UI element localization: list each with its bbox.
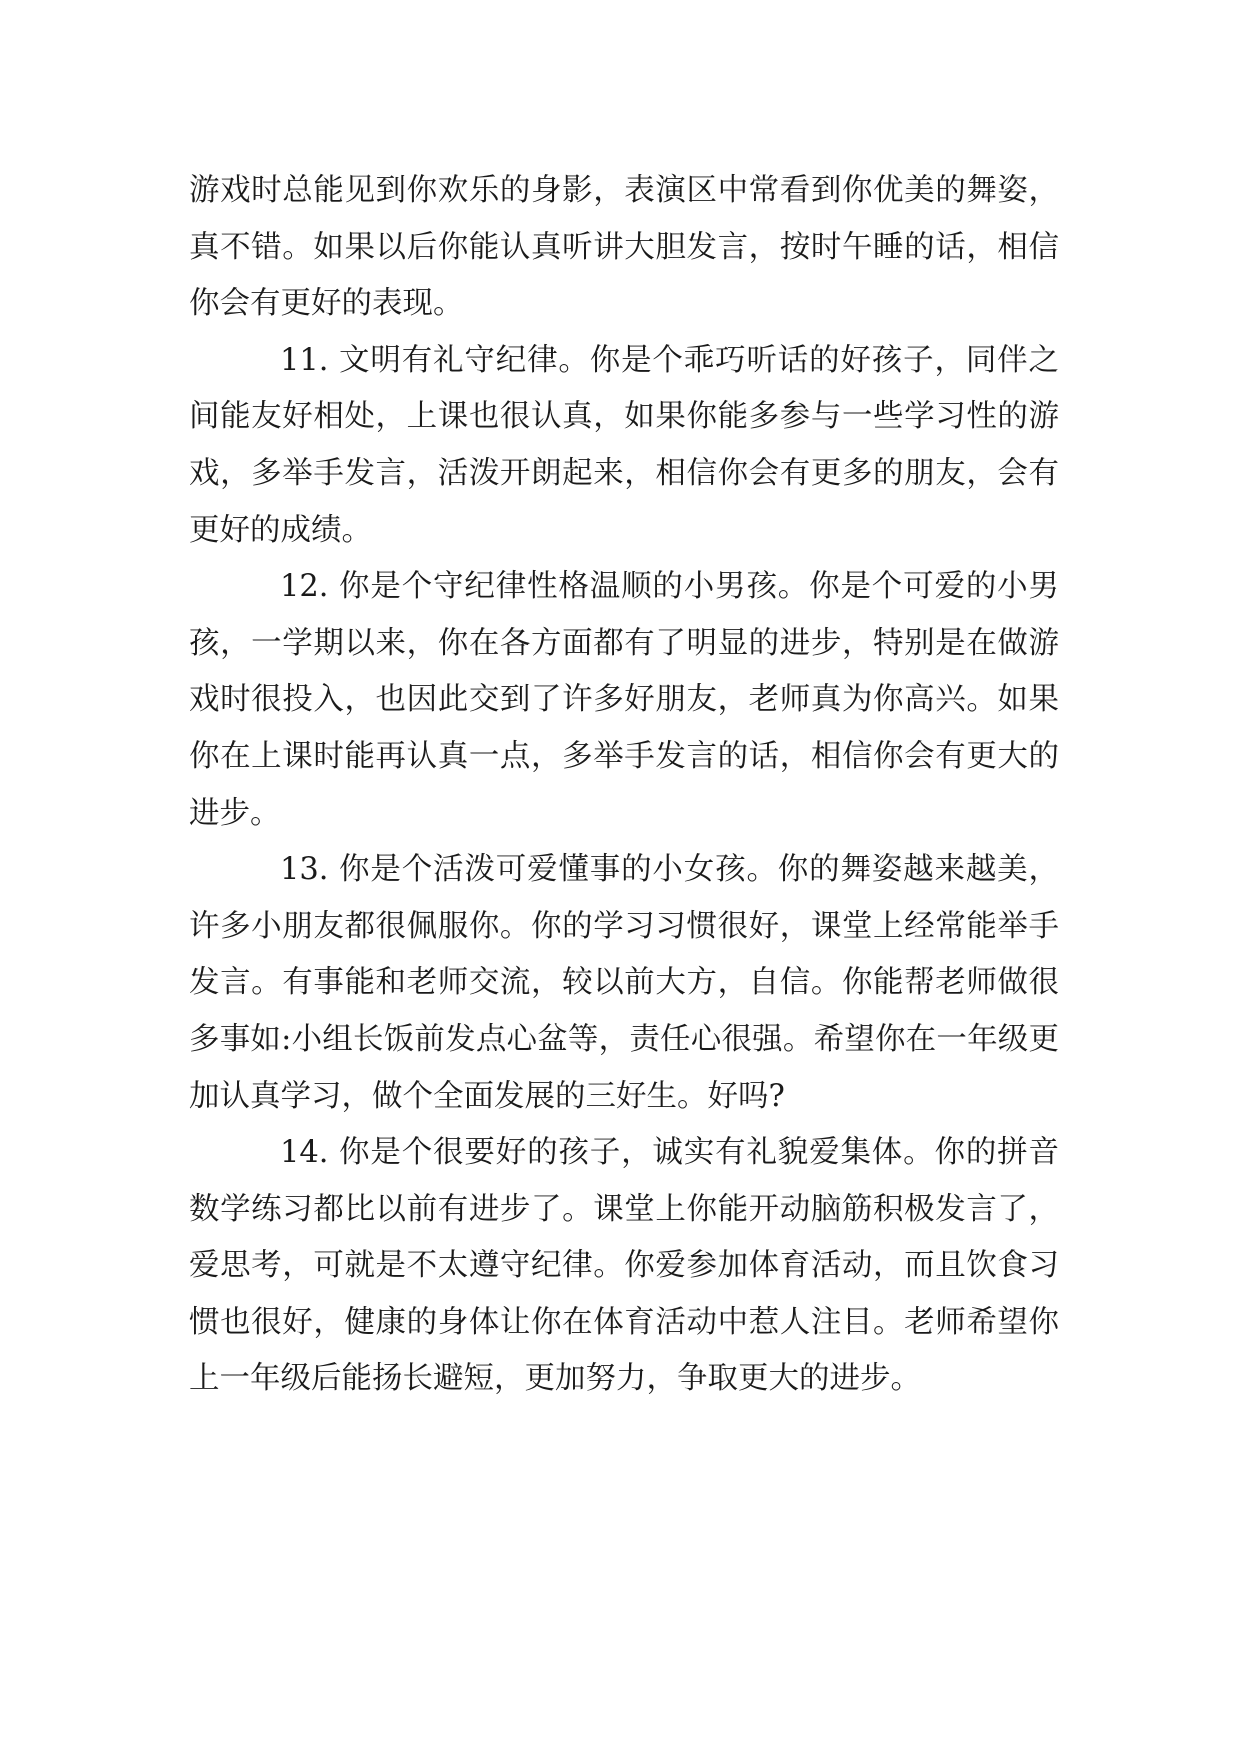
document-body	[189, 163, 1059, 1408]
paragraph-item-11: 11. 文明有礼守纪律。你是个乖巧听话的好孩子，同伴之间能友好相处，上课也很认真，如果你能多参与一些学习性的游戏，多举手发言，活泼开朗起来，相信你会有更多的朋友，会有更好的成绩。	[189, 342, 1059, 548]
paragraph-continuation: 游戏时总能见到你欢乐的身影，表演区中常看到你优美的舞姿，真不错。如果以后你能认真听讲大胆发言，按时午睡的话，相信你会有更好的表现。	[189, 173, 1059, 322]
paragraph-item-13: 13. 你是个活泼可爱懂事的小女孩。你的舞姿越来越美，许多小朋友都很佩服你。你的学习习惯很好，课堂上经常能举手发言。有事能和老师交流，较以前大方，自信。你能帮老师做很多事如:小组长饭前发点心盆等，责任心很强。希望你在一年级更加认真学习，做个全面发展的三好生。好吗?	[189, 852, 1059, 1114]
paragraph-item-12: 12. 你是个守纪律性格温顺的小男孩。你是个可爱的小男孩，一学期以来，你在各方面都有了明显的进步，特别是在做游戏时很投入，也因此交到了许多好朋友，老师真为你高兴。如果你在上课时能再认真一点，多举手发言的话，相信你会有更大的进步。	[189, 569, 1059, 831]
paragraph-item-14: 14. 你是个很要好的孩子，诚实有礼貌爱集体。你的拼音数学练习都比以前有进步了。课堂上你能开动脑筋积极发言了，爱思考，可就是不太遵守纪律。你爱参加体育活动，而且饮食习惯也很好，健康的身体让你在体育活动中惹人注目。老师希望你上一年级后能扬长避短，更加努力，争取更大的进步。	[189, 1135, 1059, 1397]
